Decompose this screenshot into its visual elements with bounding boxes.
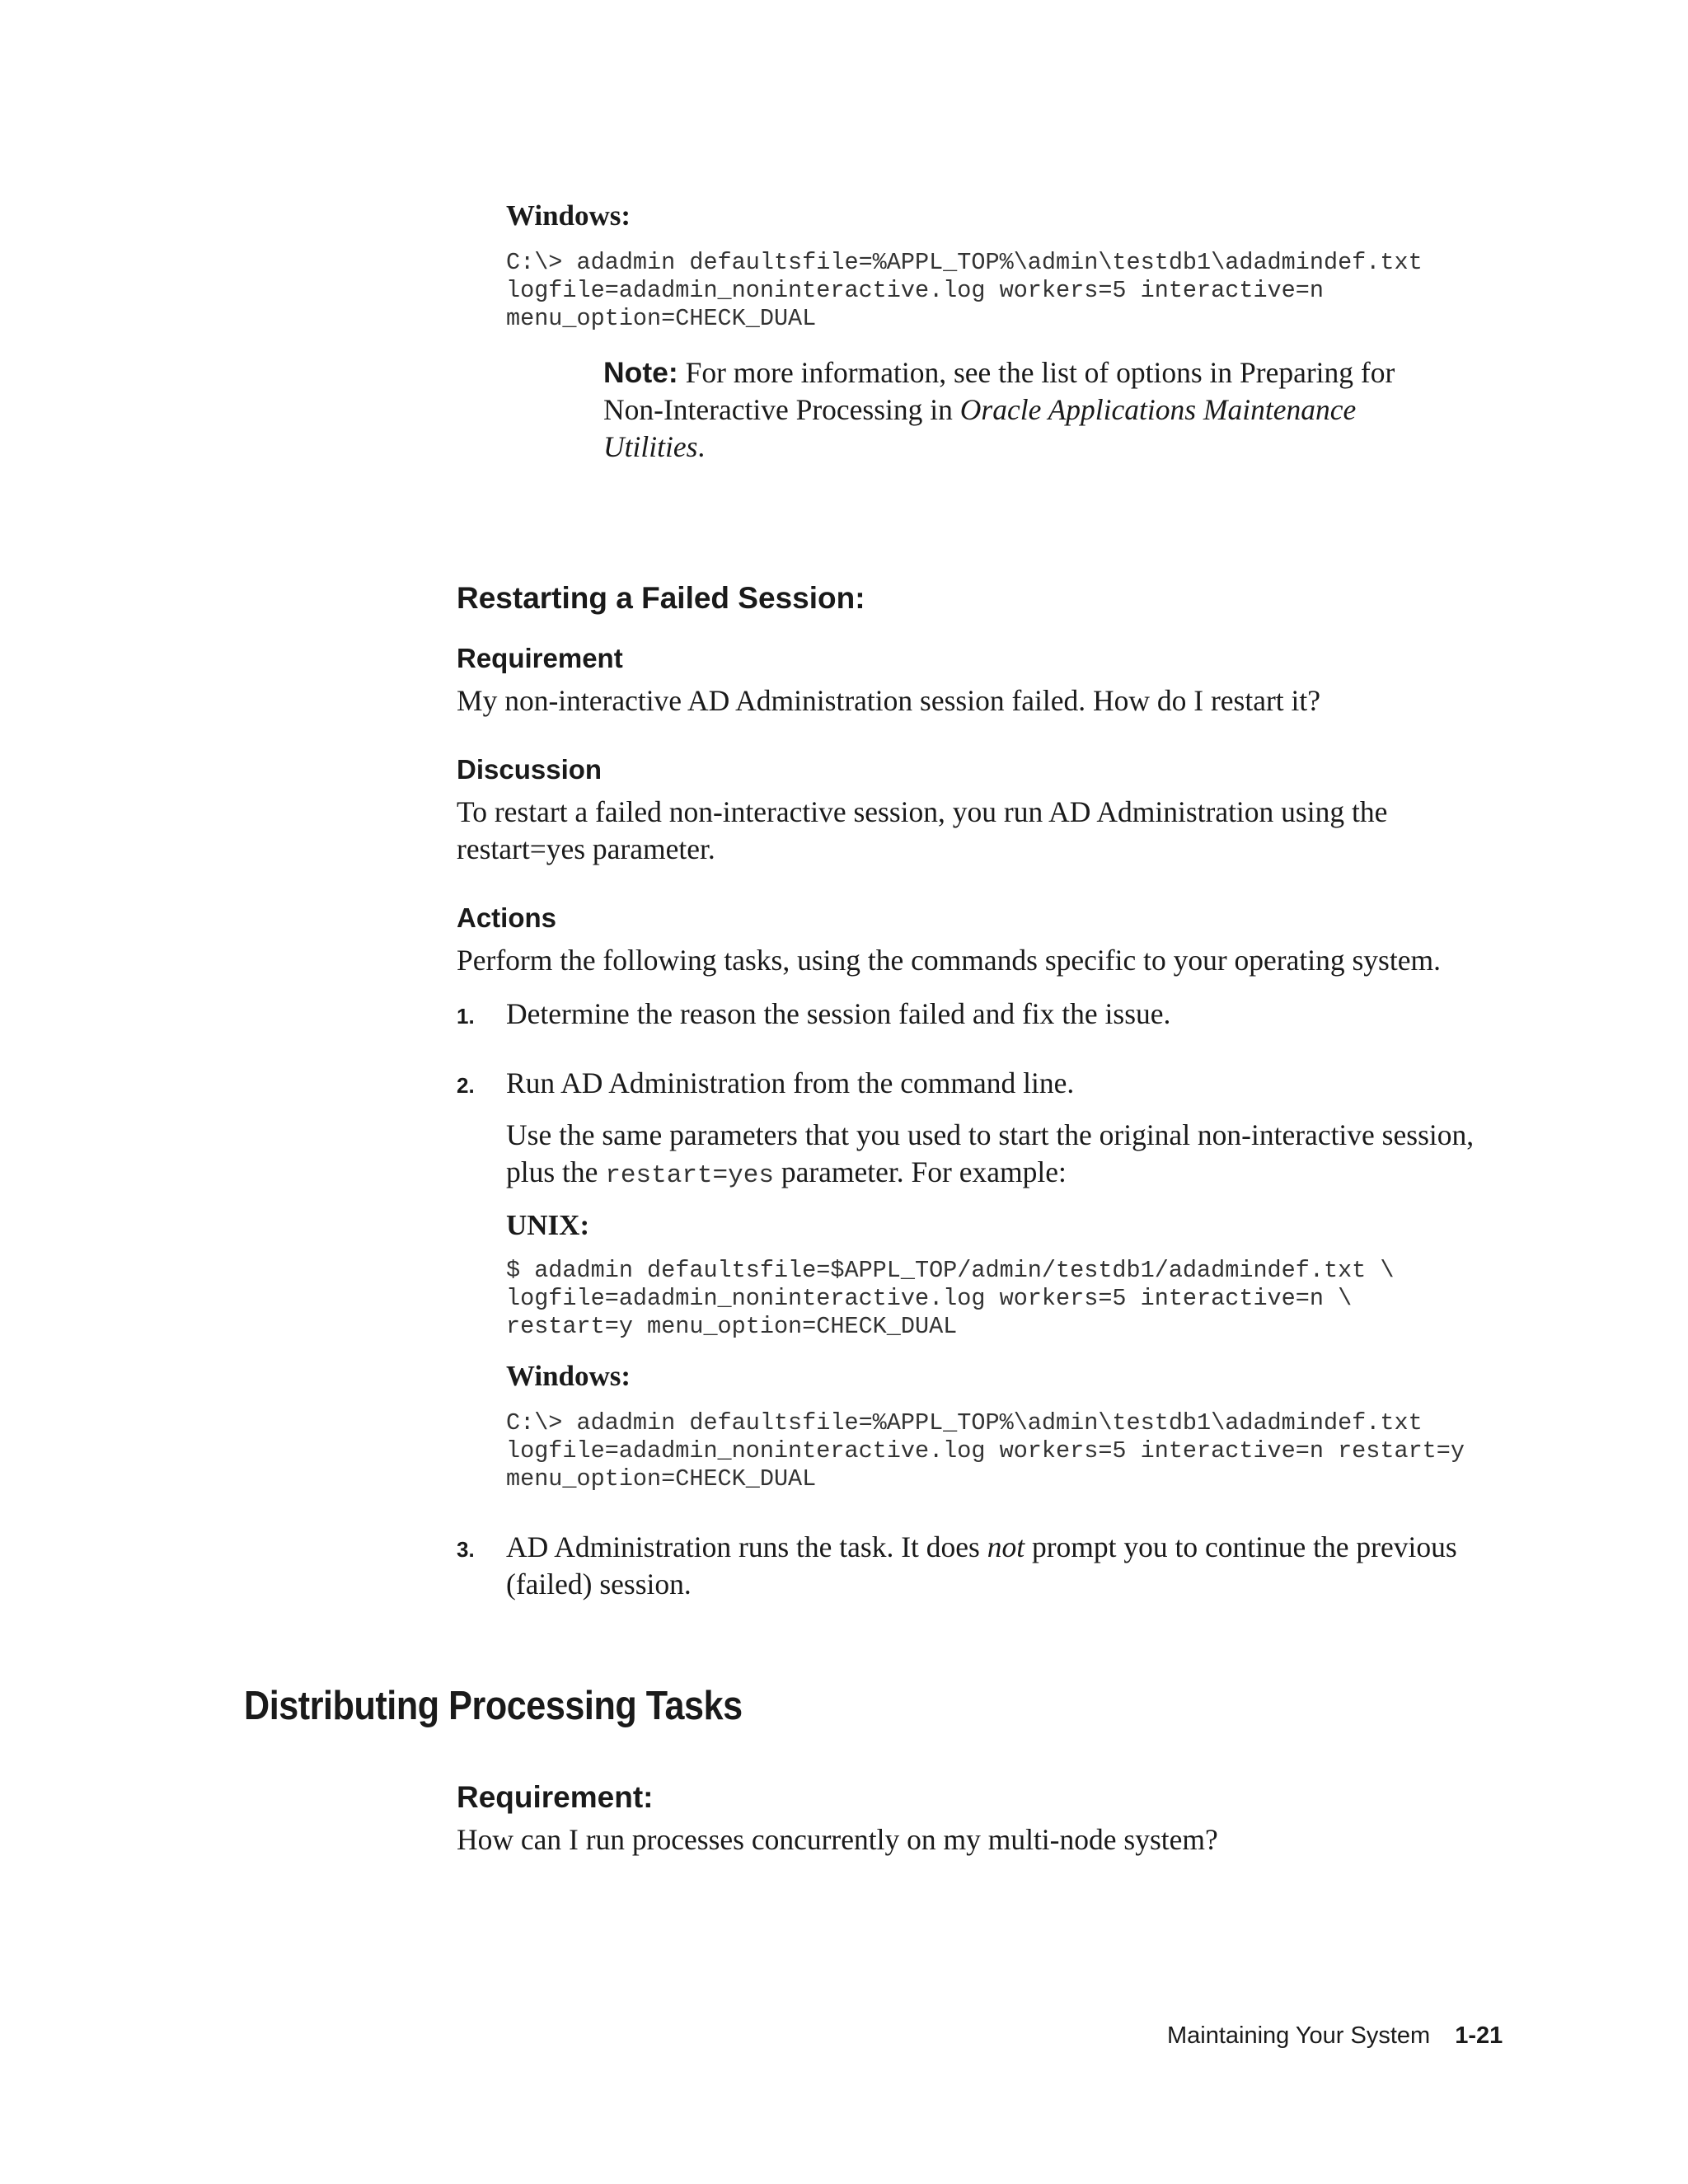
note-book-title: Oracle Applications Maintenance Utilities [603, 393, 1357, 463]
windows-code-block: C:\> adadmin defaultsfile=%APPL_TOP%\admin\testdb1\adadmindef.txt logfile=adadmin_noninteractive.log workers=5 interactive=n restart=y menu_option=CHECK_DUAL [506, 1409, 1465, 1493]
step-number: 3. [457, 1537, 475, 1562]
requirement-heading: Requirement: [457, 1780, 654, 1814]
footer-chapter: Maintaining Your System [1167, 2022, 1431, 2049]
unix-code-block: $ adadmin defaultsfile=$APPL_TOP/admin/testdb1/adadmindef.txt \ logfile=adadmin_noninteractive.log workers=5 interactive=n \ restart=y menu_option=CHECK_DUAL [506, 1257, 1395, 1340]
page-footer [1167, 2022, 1503, 2050]
step-text: AD Administration runs the task. It does not prompt you to continue the previous (failed) session. [506, 1530, 1457, 1601]
step-text: Determine the reason the session failed and fix the issue. [506, 997, 1171, 1030]
footer-page-number: 1-21 [1455, 2022, 1503, 2049]
requirement-text: My non-interactive AD Administration session failed. How do I restart it? [457, 684, 1321, 717]
note-label: Note: [603, 356, 678, 389]
windows-code-block: C:\> adadmin defaultsfile=%APPL_TOP%\admin\testdb1\adadmindef.txt logfile=adadmin_noninteractive.log workers=5 interactive=n menu_option=CHECK_DUAL [506, 249, 1423, 332]
note: Note: For more information, see the list of options in Preparing for Non-Interactive Processing in Oracle Applications Maintenance Utilities. [603, 356, 1395, 463]
windows-label: Windows: [506, 1360, 631, 1392]
step-text: Run AD Administration from the command line. [506, 1066, 1075, 1099]
step-number: 1. [457, 1004, 475, 1029]
discussion-text: To restart a failed non-interactive session, you run AD Administration using the restart=yes parameter. [457, 795, 1388, 865]
step-detail: Use the same parameters that you used to start the original non-interactive session, plus the restart=yes parameter. For example: [506, 1118, 1475, 1190]
discussion-heading: Discussion [457, 754, 603, 785]
section-heading-distributing: Distributing Processing Tasks [244, 1684, 743, 1728]
section-heading-restart: Restarting a Failed Session: [457, 581, 865, 615]
step-number: 2. [457, 1073, 475, 1098]
unix-label: UNIX: [506, 1209, 590, 1241]
note-text: For more information, see the list of options in Preparing for Non-Interactive Processing in [603, 356, 1395, 426]
windows-label: Windows: [506, 199, 631, 232]
requirement-text: How can I run processes concurrently on my multi-node system? [457, 1823, 1218, 1856]
inline-code-restart: restart=yes [605, 1161, 774, 1190]
actions-heading: Actions [457, 902, 557, 933]
actions-intro: Perform the following tasks, using the commands specific to your operating system. [457, 944, 1441, 977]
requirement-heading: Requirement [457, 643, 623, 673]
